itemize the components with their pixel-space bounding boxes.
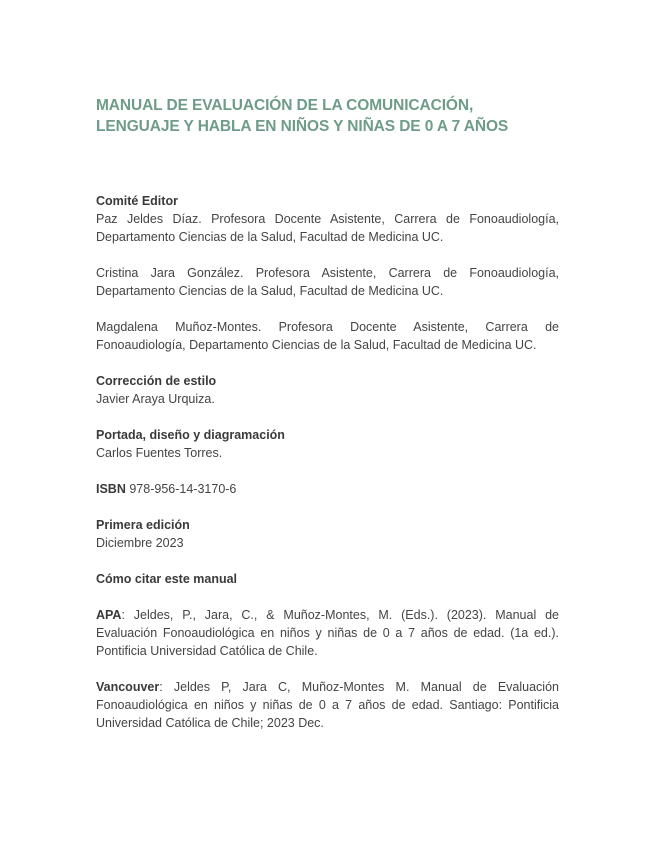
vancouver-citation bbox=[96, 678, 559, 732]
editor-entry-3: Magdalena Muñoz-Montes. Profesora Docente Asistente, Carrera de Fonoaudiología, Departamento Ciencias de la Salud, Facultad de Medicina UC. bbox=[96, 320, 559, 352]
edition-date: Diciembre 2023 bbox=[96, 536, 184, 550]
isbn-line bbox=[96, 480, 559, 498]
style-correction-name: Javier Araya Urquiza. bbox=[96, 392, 215, 406]
editorial-committee-heading: Comité Editor bbox=[96, 194, 178, 208]
vancouver-text: : Jeldes P, Jara C, Muñoz-Montes M. Manual de Evaluación Fonoaudiológica en niños y niñas de 0 a 7 años de edad. Santiago: Pontificia Universidad Católica de Chile; 2023 Dec. bbox=[96, 680, 559, 730]
title-line-2: LENGUAJE Y HABLA EN NIÑOS Y NIÑAS DE 0 A 7 AÑOS bbox=[96, 118, 509, 135]
edition-heading: Primera edición bbox=[96, 518, 190, 532]
isbn-value: 978-956-14-3170-6 bbox=[129, 482, 237, 496]
title-line-1: MANUAL DE EVALUACIÓN DE LA COMUNICACIÓN, bbox=[96, 97, 474, 114]
apa-text: : Jeldes, P., Jara, C., & Muñoz-Montes, M. (Eds.). (2023). Manual de Evaluación Fonoaudiológica en niños y niñas de 0 a 7 años de edad. (1a ed.). Pontificia Universidad Católica de Chile. bbox=[96, 608, 559, 658]
citation-heading: Cómo citar este manual bbox=[96, 572, 238, 586]
design-section bbox=[96, 426, 559, 462]
style-correction-heading: Corrección de estilo bbox=[96, 374, 217, 388]
editor-entry-1: Paz Jeldes Díaz. Profesora Docente Asistente, Carrera de Fonoaudiología, Departamento Ciencias de la Salud, Facultad de Medicina UC. bbox=[96, 212, 559, 244]
vancouver-label: Vancouver bbox=[96, 680, 160, 694]
isbn-label: ISBN bbox=[96, 482, 126, 496]
document-title bbox=[96, 95, 559, 137]
citation-section bbox=[96, 570, 559, 732]
editorial-committee-section bbox=[96, 192, 559, 354]
document-page bbox=[96, 95, 559, 732]
style-correction-section bbox=[96, 372, 559, 408]
edition-section bbox=[96, 516, 559, 552]
design-name: Carlos Fuentes Torres. bbox=[96, 446, 223, 460]
isbn-section bbox=[96, 480, 559, 498]
apa-citation bbox=[96, 606, 559, 660]
editor-entry-2: Cristina Jara González. Profesora Asistente, Carrera de Fonoaudiología, Departamento Ciencias de la Salud, Facultad de Medicina UC. bbox=[96, 266, 559, 298]
design-heading: Portada, diseño y diagramación bbox=[96, 428, 285, 442]
apa-label: APA bbox=[96, 608, 122, 622]
